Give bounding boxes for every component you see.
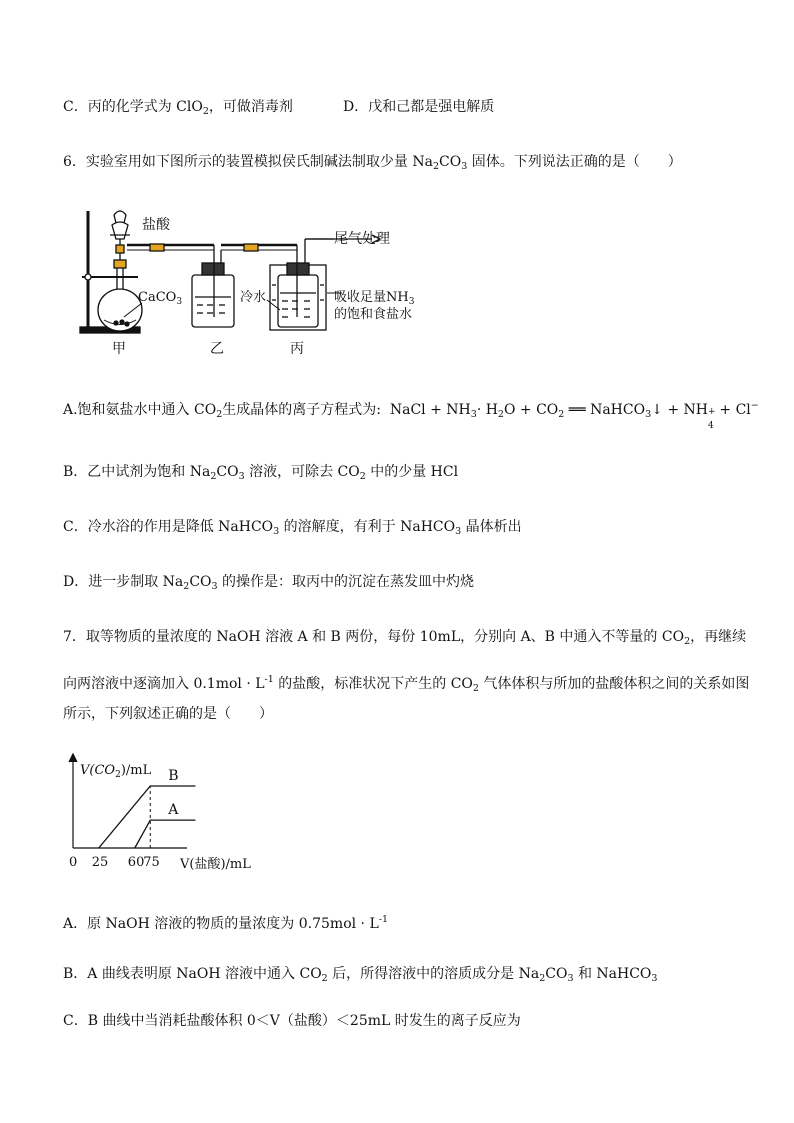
q6-option-c: C．冷水浴的作用是降低 NaHCO$_3$ 的溶解度，有利于 NaHCO$_3$ 晶体析出 xyxy=(63,519,522,537)
series-label-B: B xyxy=(168,768,179,784)
y-axis-arrow xyxy=(69,754,77,762)
x-tick-label: 25 xyxy=(91,855,109,870)
co2-volume-chart xyxy=(62,752,282,877)
q6-stem: 6．实验室用如下图所示的装置模拟侯氏制碱法制取少量 $Na_2CO_3$ 固体。下列说法正确的是（ ） xyxy=(63,154,682,172)
label-absorb-1: 吸收足量$NH_3$ xyxy=(334,290,415,307)
apparatus-diagram xyxy=(72,205,442,360)
label-absorb-2: 的饱和食盐水 xyxy=(334,307,413,322)
q6-option-b: B．乙中试剂为饱和 $Na_2CO_3$ 溶液，可除去 $CO_2$ 中的少量 HCl xyxy=(63,464,459,482)
label-cold-water: 冷水 xyxy=(240,290,267,305)
label-caco3: CaCO$_3$ xyxy=(138,290,183,307)
q7-stem-line3: 所示，下列叙述正确的是（ ） xyxy=(63,706,273,722)
q5-option-c: C．丙的化学式为 ClO$_2$，可做消毒剂 xyxy=(63,99,293,117)
q7-stem-line1: 7．取等物质的量浓度的 NaOH 溶液 A 和 B 两份，每份 10mL，分别向 A、B 中通入不等量的 $CO_2$，再继续 xyxy=(63,629,747,647)
y-axis-label: $V(CO_2)/mL$ xyxy=(80,763,152,780)
x-tick-label: 60 xyxy=(127,855,145,870)
series-line-B xyxy=(99,786,196,848)
label-bing: 丙 xyxy=(290,341,304,357)
series-label-A: A xyxy=(168,802,179,819)
x-axis-label: V(盐酸)/mL xyxy=(180,857,251,872)
x-tick-label: 0 xyxy=(69,855,78,870)
label-yi: 乙 xyxy=(210,341,224,357)
q5-option-d: D．戊和己都是强电解质 xyxy=(343,99,495,115)
q7-stem-line2: 向两溶液中逐滴加入 $0.1mol \cdot L^{-1}$ 的盐酸，标准状况下产生的 $CO_2$ 气体体积与所加的盐酸体积之间的关系如图 xyxy=(63,674,750,694)
q6-option-a: A.饱和氨盐水中通入 $CO_2$生成晶体的离子方程式为: NaCl + $NH_3\cdot H_2O + CO_2$ ══ NaHCO$_3$↓ + NH + 4 + Cl− xyxy=(63,400,759,431)
label-hcl: 盐酸 xyxy=(142,217,170,233)
q6-option-d: D．进一步制取 $Na_2CO_3$ 的操作是：取丙中的沉淀在蒸发皿中灼烧 xyxy=(63,574,475,592)
label-jia: 甲 xyxy=(112,341,126,357)
q7-option-b: B．A 曲线表明原 NaOH 溶液中通入 $CO_2$ 后，所得溶液中的溶质成分是 $Na_2CO_3$ 和 NaHCO$_3$ xyxy=(63,966,658,984)
q7-option-c: C．B 曲线中当消耗盐酸体积 0＜V（盐酸）＜25mL 时发生的离子反应为 xyxy=(63,1013,521,1029)
label-tail-gas: 尾气处理 xyxy=(334,231,390,247)
q7-option-a: A．原 NaOH 溶液的物质的量浓度为 $0.75mol \cdot L^{-1}$ xyxy=(63,914,389,932)
x-tick-label: 75 xyxy=(143,855,160,870)
series-line-A xyxy=(135,820,196,848)
